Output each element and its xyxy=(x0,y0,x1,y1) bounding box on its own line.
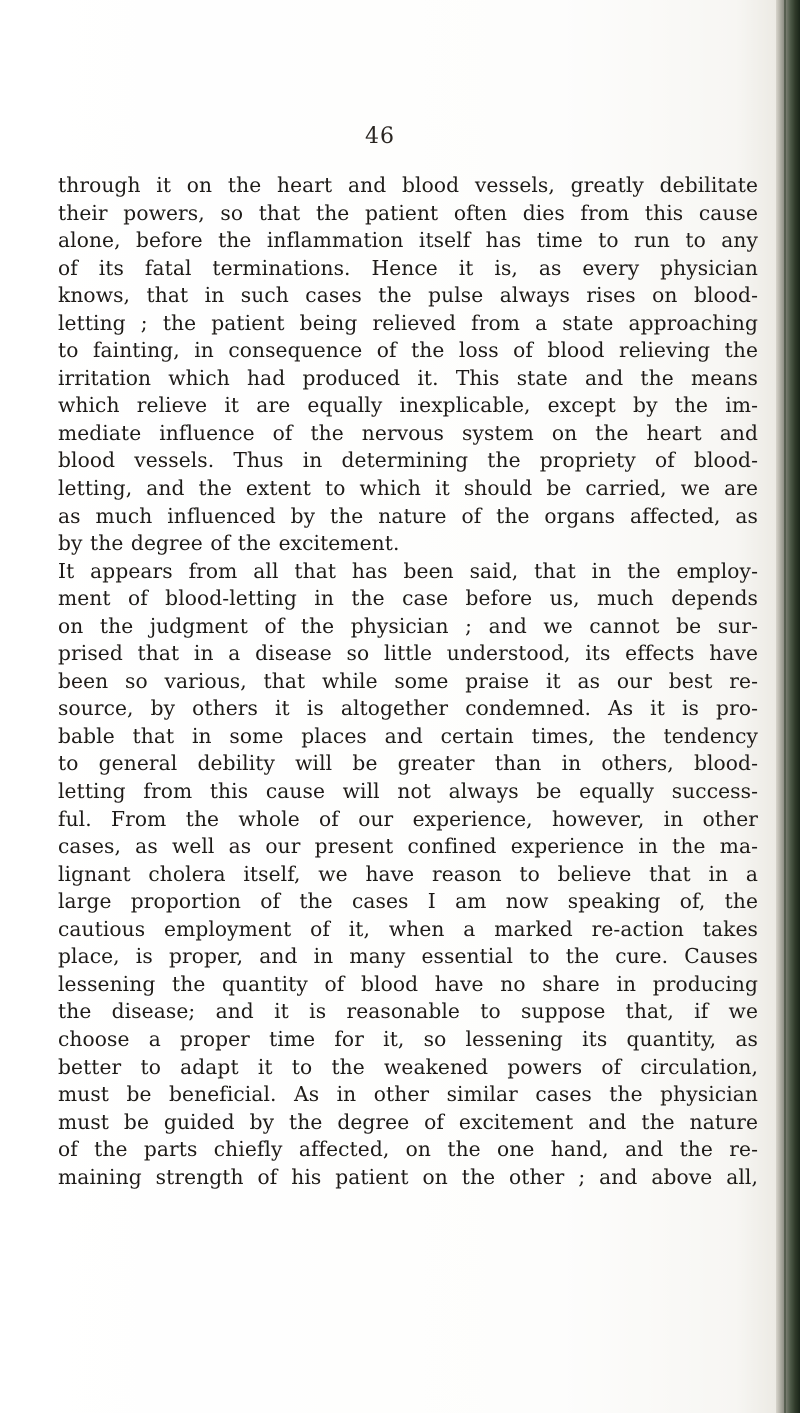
text-line-30: lessening the quantity of blood have no share in producing xyxy=(58,971,758,996)
text-line-10: mediate influence of the nervous system on the heart and xyxy=(58,420,758,445)
page-binding-edge xyxy=(776,0,800,1413)
body-text xyxy=(58,172,758,1191)
text-line-3: alone, before the inflammation itself has time to run to any xyxy=(58,228,758,253)
text-line-37: maining strength of his patient on the other ; and above all, xyxy=(58,1164,758,1189)
text-line-13: as much influenced by the nature of the organs affected, as xyxy=(58,503,758,528)
text-line-21: bable that in some places and certain times, the tendency xyxy=(58,723,758,748)
text-line-35: must be guided by the degree of excitement and the nature xyxy=(58,1109,758,1134)
text-line-24: ful. From the whole of our experience, however, in other xyxy=(58,806,758,831)
text-line-17: on the judgment of the physician ; and we cannot be sur- xyxy=(58,613,758,638)
text-line-15: It appears from all that has been said, that in the employ- xyxy=(58,558,758,583)
text-line-18: prised that in a disease so little understood, its effects have xyxy=(58,641,758,666)
text-line-29: place, is proper, and in many essential to the cure. Causes xyxy=(58,944,758,969)
text-line-26: lignant cholera itself, we have reason to believe that in a xyxy=(58,861,758,886)
text-line-1: through it on the heart and blood vessels, greatly debilitate xyxy=(58,173,758,197)
text-line-8: irritation which had produced it. This state and the means xyxy=(58,365,758,390)
text-line-16: ment of blood-letting in the case before us, much depends xyxy=(58,586,758,611)
text-line-36: of the parts chiefly affected, on the one hand, and the re- xyxy=(58,1137,758,1162)
text-line-23: letting from this cause will not always be equally success- xyxy=(58,779,758,804)
text-line-32: choose a proper time for it, so lessening its quantity, as xyxy=(58,1026,758,1051)
text-line-31: the disease; and it is reasonable to suppose that, if we xyxy=(58,999,758,1024)
text-line-5: knows, that in such cases the pulse always rises on blood- xyxy=(58,283,758,308)
text-line-34: must be beneficial. As in other similar cases the physician xyxy=(58,1082,758,1107)
text-line-7: to fainting, in consequence of the loss of blood relieving the xyxy=(58,338,758,363)
text-line-19: been so various, that while some praise it as our best re- xyxy=(58,668,758,693)
page-number: 46 xyxy=(365,124,395,149)
text-line-9: which relieve it are equally inexplicable, except by the im- xyxy=(58,393,758,418)
page-edge-line xyxy=(784,0,786,1413)
text-line-28: cautious employment of it, when a marked re-action takes xyxy=(58,916,758,941)
text-line-20: source, by others it is altogether condemned. As it is pro- xyxy=(58,696,758,721)
text-line-4: of its fatal terminations. Hence it is, as every physician xyxy=(58,255,758,280)
text-line-11: blood vessels. Thus in determining the propriety of blood- xyxy=(58,448,758,473)
text-line-12: letting, and the extent to which it should be carried, we are xyxy=(58,476,758,501)
text-line-2: their powers, so that the patient often dies from this cause xyxy=(58,200,758,225)
text-line-25: cases, as well as our present confined experience in the ma- xyxy=(58,834,758,859)
text-line-27: large proportion of the cases I am now speaking of, the xyxy=(58,889,758,914)
text-line-22: to general debility will be greater than in others, blood- xyxy=(58,751,758,776)
text-line-33: better to adapt it to the weakened powers of circulation, xyxy=(58,1054,758,1079)
text-line-14: by the degree of the excitement. xyxy=(58,531,400,556)
text-line-6: letting ; the patient being relieved from a state approaching xyxy=(58,310,758,335)
